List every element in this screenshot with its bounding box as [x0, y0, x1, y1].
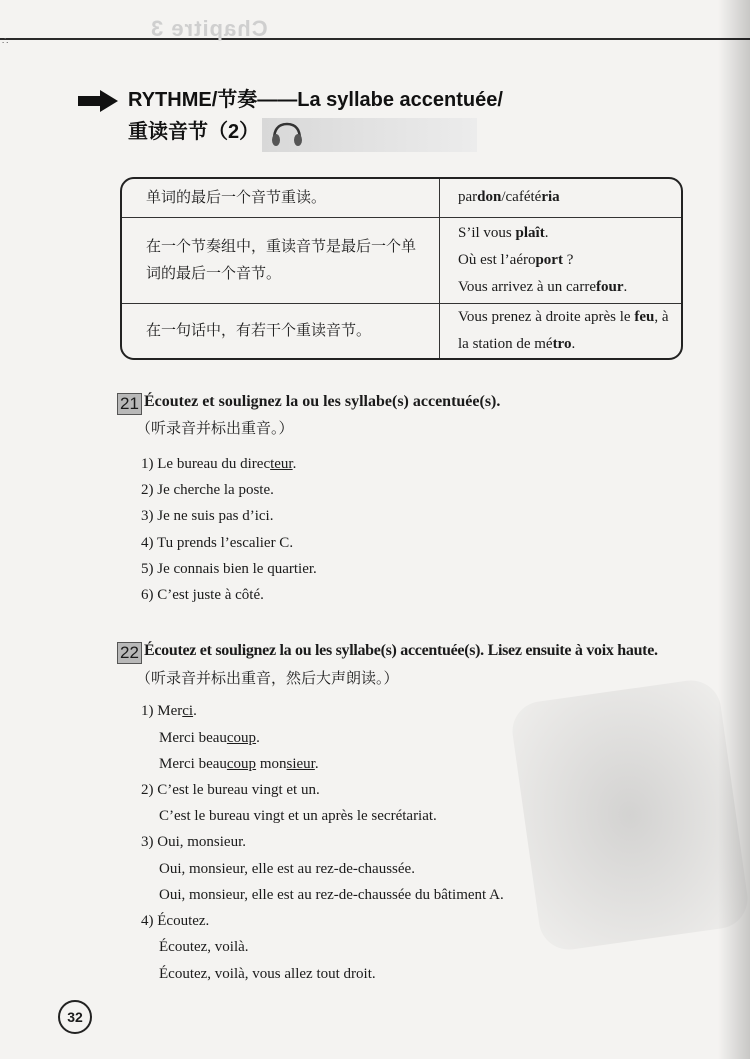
- item-label: 4): [141, 913, 154, 929]
- example-cell: [440, 217, 682, 303]
- corner-mark: ∴: [2, 36, 9, 47]
- section-title-line2: 重读音节（2）: [128, 121, 260, 143]
- rules-table: [120, 177, 683, 360]
- list-item: 5) Je connais bien le quartier.: [141, 561, 317, 577]
- exercise-number: 21: [117, 393, 142, 415]
- list-item: 4) Tu prends l’escalier C.: [141, 535, 294, 551]
- example-text: S’il vous plaît.: [458, 224, 549, 241]
- table-row: [122, 179, 681, 217]
- header-rule: [0, 38, 750, 40]
- bleed-through-header: Chapitre 3: [150, 16, 268, 41]
- item-label: 3): [141, 834, 154, 850]
- headphones-icon: [270, 120, 304, 148]
- list-item: [141, 913, 209, 930]
- item-text: Écoutez.: [157, 913, 210, 929]
- list-item: Écoutez, voilà, vous allez tout droit.: [159, 966, 376, 982]
- list-item: 3) Je ne suis pas d’ici.: [141, 508, 274, 524]
- list-item: 1) Le bureau du directeur.: [141, 456, 297, 472]
- table-row: [122, 217, 681, 303]
- example-cell: [440, 179, 682, 217]
- rule-cell: 单词的最后一个音节重读。: [122, 179, 440, 217]
- item-label: 2): [141, 782, 154, 798]
- page-binding-shadow: [718, 0, 750, 1059]
- exercise-subtitle: （听录音并标出重音，然后大声朗读。）: [136, 669, 399, 687]
- list-item: [141, 782, 320, 799]
- list-item: C’est le bureau vingt et un après le secrétariat.: [159, 808, 437, 824]
- item-text: Oui, monsieur.: [157, 834, 246, 850]
- rule-cell: 在一个节奏组中，重读音节是最后一个单词的最后一个音节。: [122, 217, 440, 303]
- example-cell: [440, 303, 682, 358]
- list-item: [141, 834, 246, 851]
- rule-cell: 在一句话中，有若干个重读音节。: [122, 303, 440, 358]
- list-item: 1) Merci.: [141, 703, 197, 719]
- page-number: 32: [58, 1000, 92, 1034]
- list-item: Oui, monsieur, elle est au rez-de-chaussée du bâtiment A.: [159, 887, 504, 903]
- section-title-line1: RYTHME/节奏——La syllabe accentuée/: [128, 89, 503, 111]
- example-text: Vous arrivez à un carrefour.: [458, 278, 628, 295]
- list-item: 2) Je cherche la poste.: [141, 482, 274, 498]
- arrow-icon: [78, 90, 118, 112]
- example-text: Vous prenez à droite après le feu, à la station de métro.: [458, 308, 669, 352]
- watermark-seal: [509, 677, 750, 954]
- list-item: 6) C’est juste à côté.: [141, 587, 264, 603]
- item-text: C’est le bureau vingt et un.: [157, 782, 320, 798]
- exercise-title: Écoutez et soulignez la ou les syllabe(s) accentuée(s).: [144, 393, 501, 410]
- example-text: pardon/cafétéria: [458, 189, 560, 206]
- exercise-subtitle: （听录音并标出重音。）: [136, 419, 294, 437]
- table-row: [122, 303, 681, 358]
- exercise-title: Écoutez et soulignez la ou les syllabe(s) accentuée(s). Lisez ensuite à voix haute.: [144, 642, 658, 659]
- example-text: Où est l’aéroport ?: [458, 251, 574, 268]
- exercise-number: 22: [117, 642, 142, 664]
- list-item: Merci beaucoup.: [159, 730, 260, 746]
- list-item: Oui, monsieur, elle est au rez-de-chaussée.: [159, 861, 415, 877]
- list-item: Merci beaucoup monsieur.: [159, 756, 319, 772]
- list-item: Écoutez, voilà.: [159, 939, 249, 955]
- section-title: [128, 84, 503, 148]
